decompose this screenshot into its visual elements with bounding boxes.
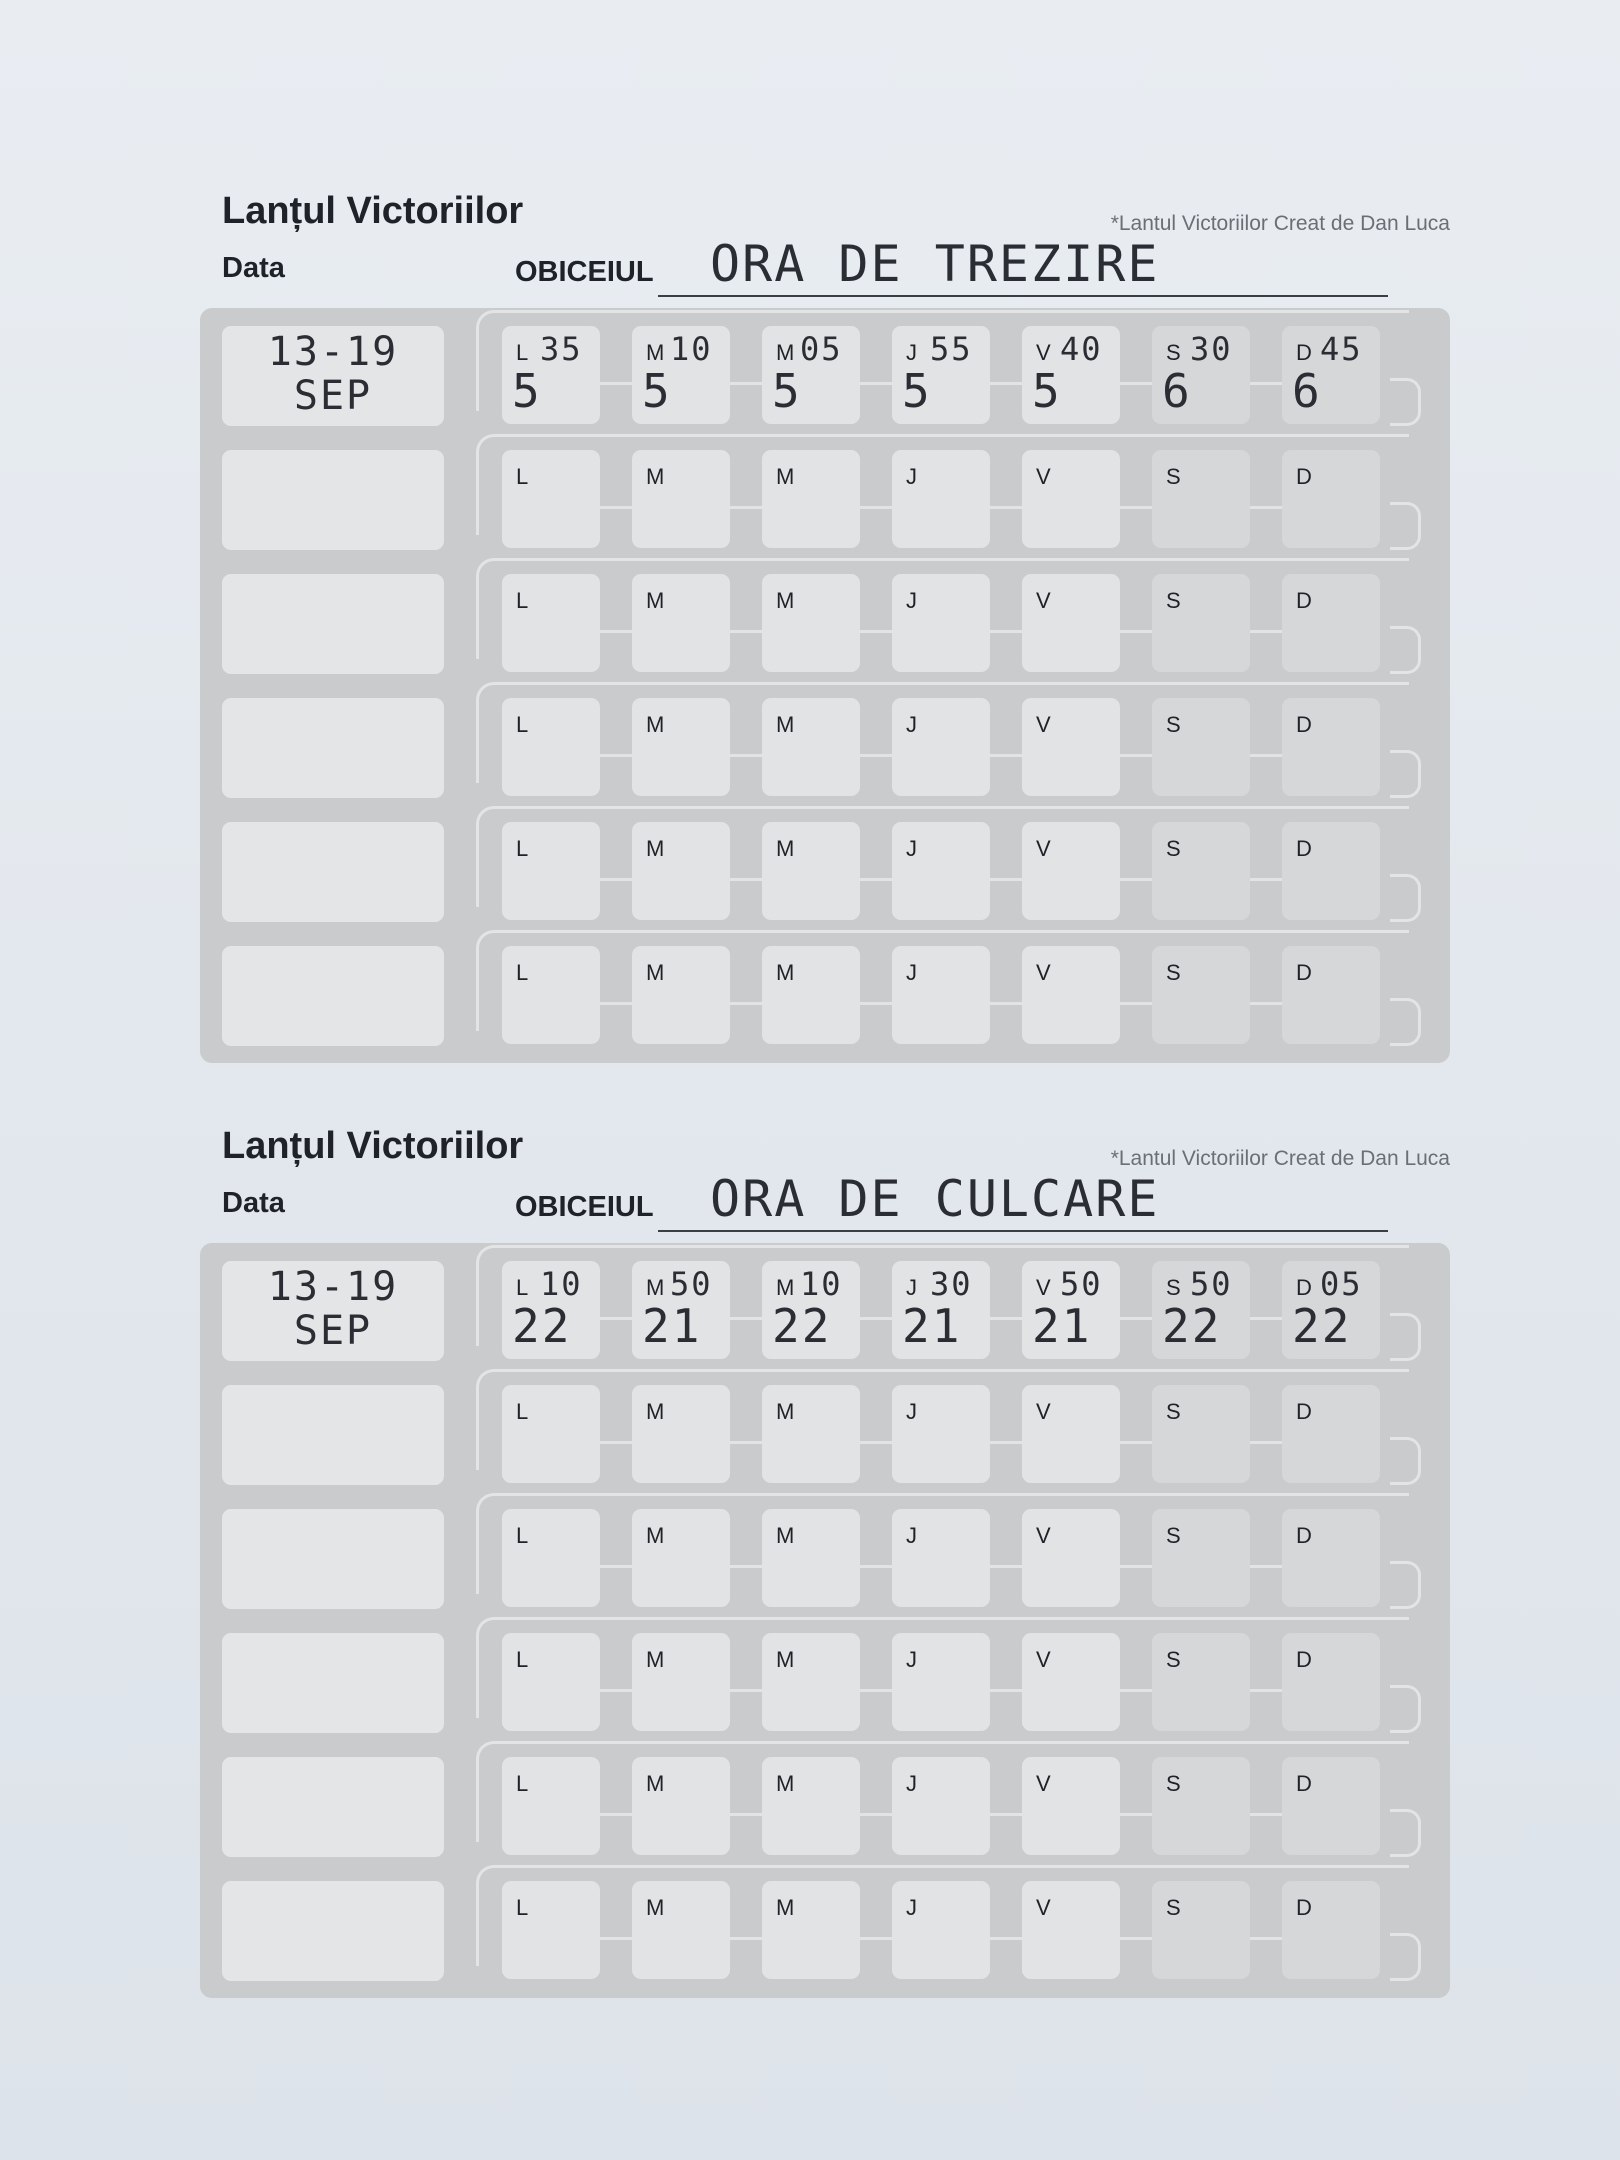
date-field[interactable]: [222, 1633, 444, 1733]
day-cell[interactable]: [1282, 698, 1380, 796]
day-letter: M: [776, 340, 795, 365]
day-cell[interactable]: [1152, 946, 1250, 1044]
day-cell[interactable]: [1022, 1385, 1120, 1483]
day-letter: D: [1296, 712, 1312, 737]
week-row: [200, 444, 1450, 544]
chain-connector-end: [1390, 1437, 1421, 1485]
day-letter: J: [906, 464, 917, 489]
day-cell[interactable]: [1022, 450, 1120, 548]
date-range-month: SEP: [293, 1308, 373, 1354]
week-row: [200, 1503, 1450, 1603]
day-cell[interactable]: [632, 822, 730, 920]
day-letter: V: [1036, 588, 1051, 613]
date-label: Data: [222, 252, 285, 284]
day-letter: S: [1166, 340, 1181, 365]
date-field[interactable]: [222, 574, 444, 674]
week-row: [200, 568, 1450, 668]
day-letter: M: [776, 464, 795, 489]
date-field[interactable]: [222, 1881, 444, 1981]
day-letter: L: [516, 836, 529, 861]
chain-connector-end: [1390, 378, 1421, 426]
day-letter: V: [1036, 1399, 1051, 1424]
handwritten-minutes: 45: [1320, 330, 1363, 368]
day-cell[interactable]: [762, 450, 860, 548]
tracker-credit: *Lantul Victoriilor Creat de Dan Luca: [1110, 1147, 1450, 1170]
day-cell[interactable]: [1152, 1757, 1250, 1855]
day-cell[interactable]: [1022, 946, 1120, 1044]
day-letter: L: [516, 1647, 529, 1672]
day-letter: V: [1036, 1275, 1051, 1300]
day-cell[interactable]: [1022, 1757, 1120, 1855]
handwritten-minutes: 35: [540, 330, 583, 368]
day-letter: V: [1036, 464, 1051, 489]
habit-value[interactable]: ORA DE CULCARE: [710, 1170, 1160, 1228]
handwritten-minutes: 55: [930, 330, 973, 368]
chain-grid: [200, 308, 1450, 1063]
date-field[interactable]: [222, 326, 444, 426]
day-cell[interactable]: [1282, 450, 1380, 548]
day-cell[interactable]: [762, 326, 860, 424]
day-letter: M: [776, 836, 795, 861]
day-letter: L: [516, 1399, 529, 1424]
habit-label: OBICEIUL: [515, 1191, 654, 1223]
day-letter: L: [516, 464, 529, 489]
handwritten-hour: 21: [902, 1299, 962, 1353]
day-cell[interactable]: [502, 1509, 600, 1607]
habit-line: [658, 1230, 1388, 1232]
day-cell[interactable]: [1152, 1385, 1250, 1483]
day-letter: M: [646, 1647, 665, 1672]
day-cell[interactable]: [632, 574, 730, 672]
day-letter: D: [1296, 1647, 1312, 1672]
day-cell[interactable]: [502, 574, 600, 672]
day-letter: L: [516, 960, 529, 985]
day-cell[interactable]: [632, 946, 730, 1044]
handwritten-minutes: 05: [1320, 1265, 1363, 1303]
day-cell[interactable]: [502, 326, 600, 424]
day-letter: J: [906, 1895, 917, 1920]
day-letter: M: [646, 340, 665, 365]
day-cell[interactable]: [1282, 1633, 1380, 1731]
date-label: Data: [222, 1187, 285, 1219]
day-letter: J: [906, 340, 917, 365]
day-cell[interactable]: [1282, 574, 1380, 672]
day-cell[interactable]: [892, 1385, 990, 1483]
day-letter: S: [1166, 960, 1181, 985]
handwritten-minutes: 10: [670, 330, 713, 368]
day-cell[interactable]: [1282, 1881, 1380, 1979]
day-cell[interactable]: [1152, 822, 1250, 920]
day-cell[interactable]: [762, 574, 860, 672]
chain-connector-end: [1390, 1561, 1421, 1609]
handwritten-hour: 21: [1032, 1299, 1092, 1353]
chain-connector-end: [1390, 874, 1421, 922]
day-cell[interactable]: [632, 450, 730, 548]
day-cell[interactable]: [1282, 1509, 1380, 1607]
day-letter: M: [776, 960, 795, 985]
day-letter: D: [1296, 588, 1312, 613]
day-cell[interactable]: [892, 326, 990, 424]
day-cell[interactable]: [1282, 822, 1380, 920]
day-letter: M: [646, 588, 665, 613]
day-letter: J: [906, 1523, 917, 1548]
day-letter: S: [1166, 1895, 1181, 1920]
habit-value[interactable]: ORA DE TREZIRE: [710, 235, 1160, 293]
date-field[interactable]: [222, 822, 444, 922]
day-cell[interactable]: [892, 946, 990, 1044]
day-letter: V: [1036, 1895, 1051, 1920]
week-row: [200, 1875, 1450, 1975]
day-letter: D: [1296, 1523, 1312, 1548]
day-cell[interactable]: [762, 1881, 860, 1979]
handwritten-minutes: 10: [540, 1265, 583, 1303]
day-cell[interactable]: [1152, 1881, 1250, 1979]
handwritten-hour: 5: [512, 364, 542, 418]
day-letter: D: [1296, 836, 1312, 861]
handwritten-hour: 5: [1032, 364, 1062, 418]
day-letter: M: [646, 960, 665, 985]
day-letter: J: [906, 960, 917, 985]
day-cell[interactable]: [502, 946, 600, 1044]
habit-line: [658, 295, 1388, 297]
day-letter: S: [1166, 1647, 1181, 1672]
day-cell[interactable]: [502, 1757, 600, 1855]
chain-connector-end: [1390, 1313, 1421, 1361]
day-cell[interactable]: [1022, 1881, 1120, 1979]
week-row: [200, 816, 1450, 916]
day-cell[interactable]: [632, 1633, 730, 1731]
day-cell[interactable]: [1282, 946, 1380, 1044]
day-letter: D: [1296, 340, 1312, 365]
day-cell[interactable]: [502, 1385, 600, 1483]
handwritten-minutes: 40: [1060, 330, 1103, 368]
day-letter: S: [1166, 1275, 1181, 1300]
day-letter: D: [1296, 960, 1312, 985]
day-letter: V: [1036, 340, 1051, 365]
day-cell[interactable]: [892, 822, 990, 920]
day-letter: M: [646, 712, 665, 737]
handwritten-hour: 6: [1292, 364, 1322, 418]
day-letter: D: [1296, 1399, 1312, 1424]
day-letter: S: [1166, 464, 1181, 489]
handwritten-hour: 22: [512, 1299, 572, 1353]
week-row: [200, 320, 1450, 420]
handwritten-minutes: 50: [670, 1265, 713, 1303]
day-letter: M: [776, 1895, 795, 1920]
chain-connector-end: [1390, 998, 1421, 1046]
handwritten-hour: 5: [772, 364, 802, 418]
day-cell[interactable]: [1282, 1385, 1380, 1483]
date-range-days: 13-19: [267, 1264, 399, 1310]
day-cell[interactable]: [632, 1757, 730, 1855]
handwritten-hour: 6: [1162, 364, 1192, 418]
day-letter: L: [516, 1275, 529, 1300]
habit-label: OBICEIUL: [515, 256, 654, 288]
day-cell[interactable]: [762, 822, 860, 920]
day-letter: M: [776, 1275, 795, 1300]
date-field[interactable]: [222, 1509, 444, 1609]
week-row: [200, 1379, 1450, 1479]
day-cell[interactable]: [632, 1385, 730, 1483]
day-cell[interactable]: [632, 1509, 730, 1607]
day-letter: L: [516, 1895, 529, 1920]
date-field[interactable]: [222, 1757, 444, 1857]
day-cell[interactable]: [1152, 1509, 1250, 1607]
day-cell[interactable]: [1152, 450, 1250, 548]
day-letter: V: [1036, 1771, 1051, 1796]
week-row: [200, 940, 1450, 1040]
day-letter: S: [1166, 1771, 1181, 1796]
day-cell[interactable]: [502, 1633, 600, 1731]
day-cell[interactable]: [632, 698, 730, 796]
day-cell[interactable]: [632, 1261, 730, 1359]
day-letter: M: [646, 464, 665, 489]
day-letter: L: [516, 1771, 529, 1796]
day-letter: J: [906, 1399, 917, 1424]
day-cell[interactable]: [762, 1261, 860, 1359]
day-letter: S: [1166, 712, 1181, 737]
day-cell[interactable]: [762, 698, 860, 796]
day-letter: J: [906, 712, 917, 737]
handwritten-minutes: 05: [800, 330, 843, 368]
day-cell[interactable]: [762, 1385, 860, 1483]
day-letter: V: [1036, 836, 1051, 861]
day-letter: S: [1166, 1399, 1181, 1424]
week-row: [200, 1751, 1450, 1851]
day-letter: M: [646, 1895, 665, 1920]
handwritten-hour: 21: [642, 1299, 702, 1353]
day-cell[interactable]: [632, 326, 730, 424]
day-letter: M: [776, 1523, 795, 1548]
day-cell[interactable]: [1282, 326, 1380, 424]
day-letter: L: [516, 340, 529, 365]
day-letter: J: [906, 588, 917, 613]
week-row: [200, 1255, 1450, 1355]
day-cell[interactable]: [1022, 574, 1120, 672]
tracker-title: Lanțul Victoriilor: [222, 190, 524, 232]
day-cell[interactable]: [892, 1509, 990, 1607]
day-cell[interactable]: [1022, 1633, 1120, 1731]
day-letter: S: [1166, 1523, 1181, 1548]
date-field[interactable]: [222, 698, 444, 798]
day-cell[interactable]: [1152, 1633, 1250, 1731]
tracker-credit: *Lantul Victoriilor Creat de Dan Luca: [1110, 212, 1450, 235]
handwritten-hour: 5: [642, 364, 672, 418]
chain-connector-end: [1390, 626, 1421, 674]
day-cell[interactable]: [502, 822, 600, 920]
day-letter: M: [646, 1523, 665, 1548]
day-cell[interactable]: [892, 1261, 990, 1359]
day-cell[interactable]: [502, 1881, 600, 1979]
handwritten-hour: 22: [1162, 1299, 1222, 1353]
day-cell[interactable]: [892, 1881, 990, 1979]
day-cell[interactable]: [502, 1261, 600, 1359]
day-letter: J: [906, 1275, 917, 1300]
day-letter: L: [516, 588, 529, 613]
day-cell[interactable]: [1152, 574, 1250, 672]
day-letter: J: [906, 836, 917, 861]
date-range-month: SEP: [293, 373, 373, 419]
day-letter: L: [516, 1523, 529, 1548]
handwritten-minutes: 30: [1190, 330, 1233, 368]
day-letter: D: [1296, 1771, 1312, 1796]
day-cell[interactable]: [1152, 326, 1250, 424]
chain-grid: [200, 1243, 1450, 1998]
chain-connector-end: [1390, 1809, 1421, 1857]
date-field[interactable]: [222, 946, 444, 1046]
handwritten-hour: 5: [902, 364, 932, 418]
date-field[interactable]: [222, 1385, 444, 1485]
chain-connector-end: [1390, 502, 1421, 550]
day-letter: M: [646, 1275, 665, 1300]
day-letter: S: [1166, 588, 1181, 613]
tracker-title: Lanțul Victoriilor: [222, 1125, 524, 1167]
chain-connector-end: [1390, 1933, 1421, 1981]
day-letter: M: [646, 836, 665, 861]
day-letter: J: [906, 1647, 917, 1672]
day-cell[interactable]: [892, 450, 990, 548]
day-letter: V: [1036, 1647, 1051, 1672]
handwritten-minutes: 50: [1190, 1265, 1233, 1303]
date-range: [222, 330, 444, 418]
day-cell[interactable]: [1282, 1757, 1380, 1855]
date-range: [222, 1265, 444, 1353]
day-cell[interactable]: [892, 574, 990, 672]
day-letter: M: [646, 1399, 665, 1424]
day-letter: J: [906, 1771, 917, 1796]
chain-connector-end: [1390, 750, 1421, 798]
handwritten-minutes: 30: [930, 1265, 973, 1303]
chain-connector-end: [1390, 1685, 1421, 1733]
date-range-days: 13-19: [267, 329, 399, 375]
day-letter: V: [1036, 712, 1051, 737]
day-letter: S: [1166, 836, 1181, 861]
day-cell[interactable]: [892, 1757, 990, 1855]
day-cell[interactable]: [762, 946, 860, 1044]
day-letter: L: [516, 712, 529, 737]
day-cell[interactable]: [1152, 698, 1250, 796]
day-cell[interactable]: [632, 1881, 730, 1979]
day-cell[interactable]: [762, 1509, 860, 1607]
day-letter: M: [776, 1399, 795, 1424]
day-cell[interactable]: [892, 1633, 990, 1731]
day-letter: M: [776, 712, 795, 737]
handwritten-hour: 22: [1292, 1299, 1352, 1353]
handwritten-minutes: 10: [800, 1265, 843, 1303]
day-cell[interactable]: [1282, 1261, 1380, 1359]
day-cell[interactable]: [1022, 1261, 1120, 1359]
handwritten-hour: 22: [772, 1299, 832, 1353]
day-cell[interactable]: [1022, 326, 1120, 424]
day-letter: M: [776, 1647, 795, 1672]
day-letter: V: [1036, 1523, 1051, 1548]
week-row: [200, 1627, 1450, 1727]
day-cell[interactable]: [762, 1633, 860, 1731]
day-letter: D: [1296, 464, 1312, 489]
day-cell[interactable]: [892, 698, 990, 796]
day-cell[interactable]: [1152, 1261, 1250, 1359]
day-letter: D: [1296, 1895, 1312, 1920]
date-field[interactable]: [222, 450, 444, 550]
day-cell[interactable]: [1022, 1509, 1120, 1607]
day-letter: M: [646, 1771, 665, 1796]
week-row: [200, 692, 1450, 792]
day-letter: M: [776, 588, 795, 613]
day-letter: V: [1036, 960, 1051, 985]
day-cell[interactable]: [762, 1757, 860, 1855]
day-letter: D: [1296, 1275, 1312, 1300]
handwritten-minutes: 50: [1060, 1265, 1103, 1303]
day-cell[interactable]: [502, 450, 600, 548]
date-field[interactable]: [222, 1261, 444, 1361]
day-letter: M: [776, 1771, 795, 1796]
day-cell[interactable]: [1022, 822, 1120, 920]
day-cell[interactable]: [1022, 698, 1120, 796]
day-cell[interactable]: [502, 698, 600, 796]
